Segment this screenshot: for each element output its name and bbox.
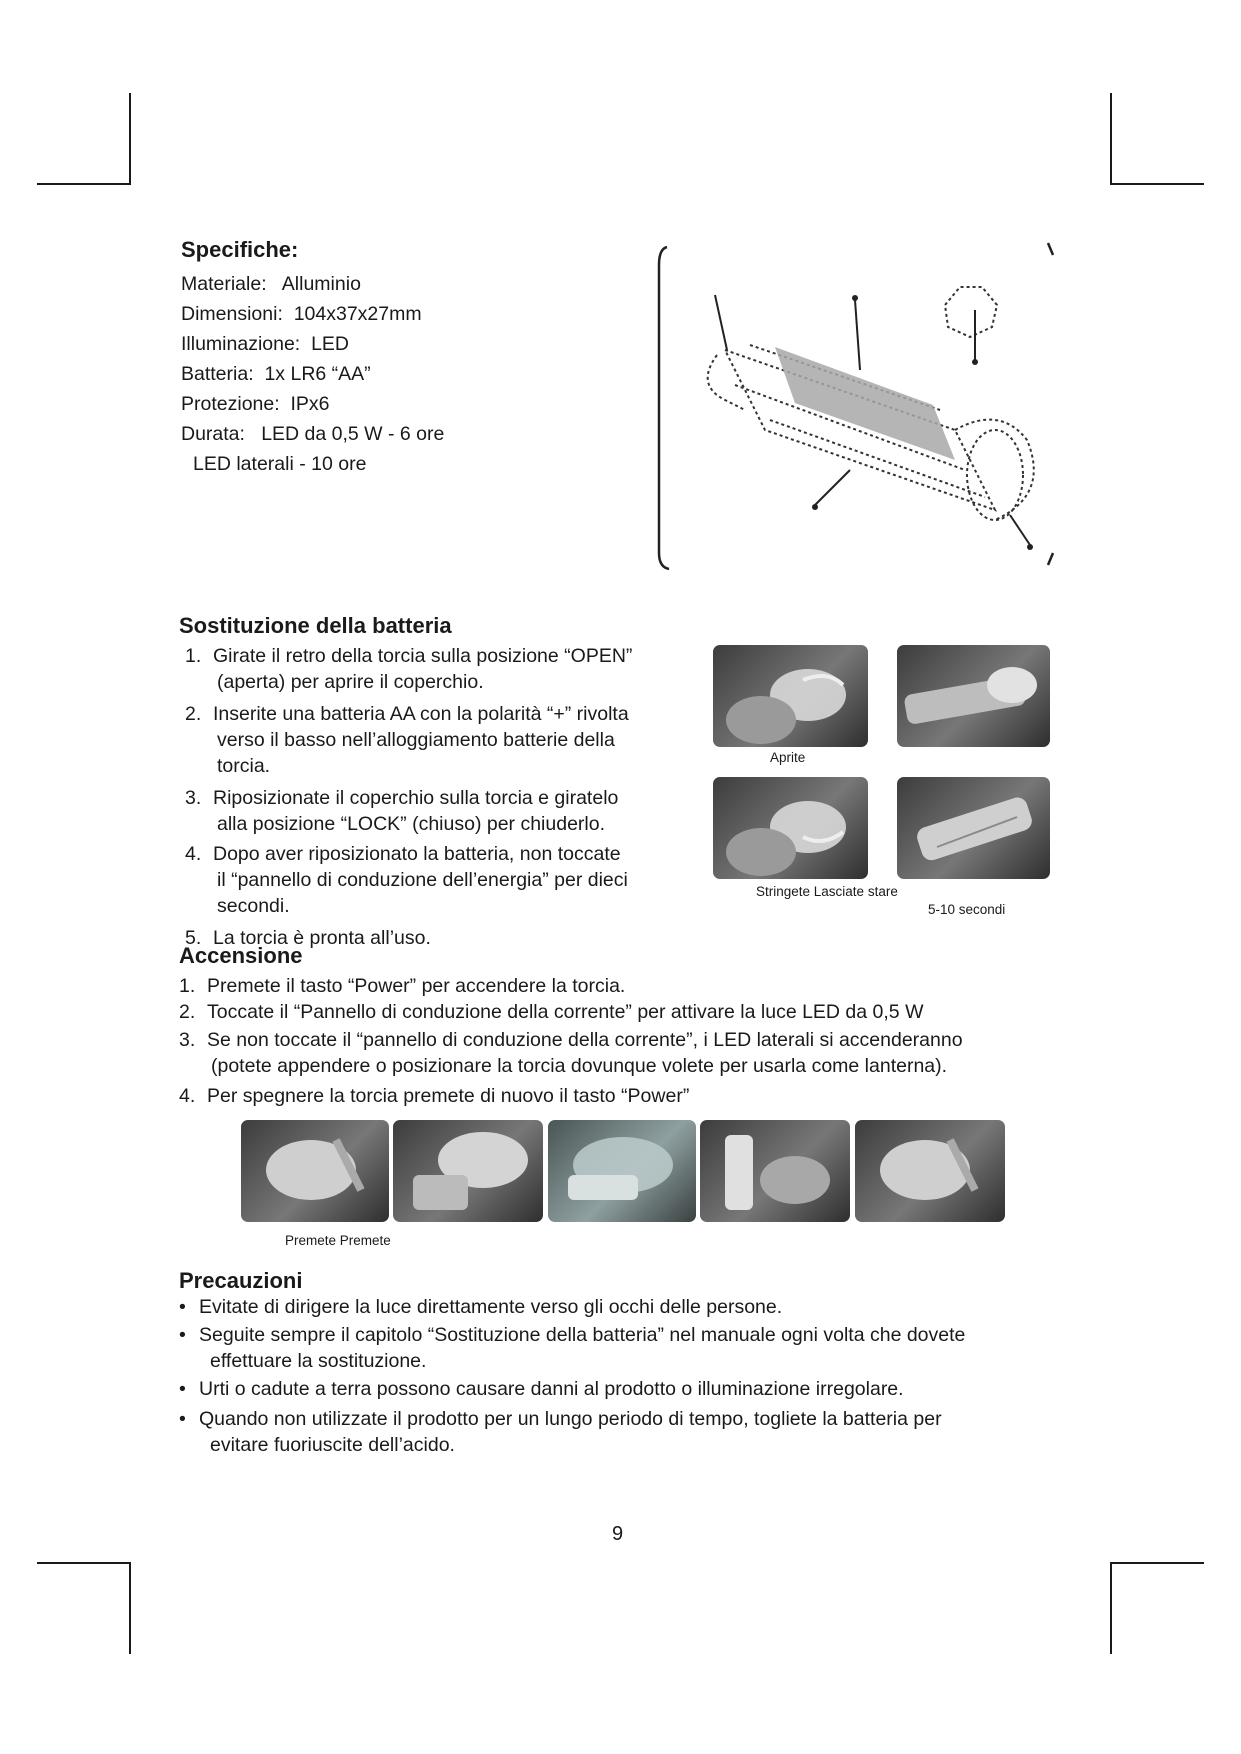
step-text: il “pannello di conduzione dell’energia” per dieci: [217, 869, 628, 891]
step-text: Girate il retro della torcia sulla posizione “OPEN”: [213, 645, 633, 667]
precaution-text: Evitate di dirigere la luce direttamente verso gli occhi delle persone.: [199, 1296, 783, 1318]
crop-mark-top-left-v: [129, 93, 131, 185]
step-number: 4.: [179, 1085, 196, 1107]
precaution-text: Seguite sempre il capitolo “Sostituzione della batteria” nel manuale ogni volta che dovete: [199, 1324, 966, 1346]
power-step: [179, 1027, 1079, 1079]
caption-stringete: Stringete Lasciate stare: [756, 884, 898, 899]
battery-step: [179, 841, 699, 919]
specs-heading: Specifiche:: [181, 237, 299, 262]
step-text: Per spegnere la torcia premete di nuovo il tasto “Power”: [207, 1085, 690, 1107]
spec-line: Materiale: Alluminio: [181, 273, 361, 295]
photo-lantern: [700, 1120, 850, 1222]
step-number: 1.: [185, 645, 202, 667]
battery-step: [179, 643, 699, 695]
step-number: 5.: [185, 927, 202, 949]
crop-mark-top-right-v: [1110, 93, 1112, 185]
precaution-text: Quando non utilizzate il prodotto per un lungo periodo di tempo, togliete la batteria per: [199, 1408, 942, 1430]
photo-close-cap: [713, 777, 868, 879]
step-text: (aperta) per aprire il coperchio.: [217, 671, 484, 693]
precautions-section: [179, 1268, 1079, 1458]
precaution-item: [179, 1294, 1079, 1320]
step-number: 3.: [185, 787, 202, 809]
battery-section: [179, 613, 699, 951]
step-number: 3.: [179, 1029, 196, 1051]
step-number: 4.: [185, 843, 202, 865]
power-step: [179, 1083, 1079, 1109]
bullet: •: [179, 1378, 186, 1400]
step-text: secondi.: [217, 895, 290, 917]
power-step: [179, 973, 1079, 999]
flashlight-diagram: [655, 235, 1060, 575]
precaution-text: Urti o cadute a terra possono causare danni al prodotto o illuminazione irregolare.: [199, 1378, 904, 1400]
step-number: 1.: [179, 975, 196, 997]
photo-press-power-off: [855, 1120, 1005, 1222]
specs-section: [181, 237, 444, 479]
photo-insert-battery: [897, 645, 1050, 747]
precaution-item: [179, 1322, 1079, 1374]
crop-mark-bottom-right-h: [1110, 1562, 1204, 1564]
page-number: 9: [612, 1523, 624, 1545]
spec-line: Batteria: 1x LR6 “AA”: [181, 363, 371, 385]
caption-seconds: 5-10 secondi: [928, 902, 1006, 917]
crop-mark-top-left-h: [37, 183, 131, 185]
step-text: torcia.: [217, 755, 271, 777]
step-text: (potete appendere o posizionare la torcia dovunque volete per usarla come lanterna).: [211, 1055, 948, 1077]
spec-line: Illuminazione: LED: [181, 333, 349, 355]
spec-line: Protezione: IPx6: [181, 393, 330, 415]
crop-mark-bottom-right-v: [1110, 1562, 1112, 1654]
photo-wait: [897, 777, 1050, 879]
battery-heading: Sostituzione della batteria: [179, 613, 452, 638]
bullet: •: [179, 1408, 186, 1430]
step-text: Premete il tasto “Power” per accendere la torcia.: [207, 975, 626, 997]
step-number: 2.: [179, 1001, 196, 1023]
step-text: verso il basso nell’alloggiamento batterie della: [217, 729, 615, 751]
spec-line: Dimensioni: 104x37x27mm: [181, 303, 422, 325]
step-text: Toccate il “Pannello di conduzione della corrente” per attivare la luce LED da 0,5 W: [207, 1001, 924, 1023]
battery-step: [179, 785, 699, 837]
bullet: •: [179, 1324, 186, 1346]
bullet: •: [179, 1296, 186, 1318]
power-heading: Accensione: [179, 943, 303, 968]
precaution-item: [179, 1376, 1079, 1402]
photo-press-power-2: [393, 1120, 543, 1222]
power-step: [179, 999, 1079, 1025]
step-text: Riposizionate il coperchio sulla torcia e giratelo: [213, 787, 619, 809]
precaution-item: [179, 1406, 1079, 1458]
battery-step: [179, 701, 699, 779]
power-section: [179, 943, 1079, 1109]
precaution-text: effettuare la sostituzione.: [210, 1350, 427, 1372]
step-text: La torcia è pronta all’uso.: [213, 927, 431, 949]
step-text: alla posizione “LOCK” (chiuso) per chiuderlo.: [217, 813, 606, 835]
crop-mark-bottom-left-v: [129, 1562, 131, 1654]
photo-press-power-1: [241, 1120, 389, 1222]
crop-mark-bottom-left-h: [37, 1562, 131, 1564]
precaution-text: evitare fuoriuscite dell’acido.: [210, 1434, 455, 1456]
caption-premete: Premete Premete: [285, 1233, 391, 1248]
precautions-heading: Precauzioni: [179, 1268, 303, 1293]
caption-aprite: Aprite: [770, 750, 806, 765]
spec-line: Durata: LED da 0,5 W - 6 ore: [181, 423, 445, 445]
crop-mark-top-right-h: [1110, 183, 1204, 185]
spec-line: LED laterali - 10 ore: [193, 453, 367, 475]
photo-open-cap: [713, 645, 868, 747]
photo-touch-panel: [548, 1120, 696, 1222]
step-text: Se non toccate il “pannello di conduzione della corrente”, i LED laterali si accenderanno: [207, 1029, 963, 1051]
step-text: Inserite una batteria AA con la polarità “+” rivolta: [213, 703, 629, 725]
step-text: Dopo aver riposizionato la batteria, non toccate: [213, 843, 621, 865]
step-number: 2.: [185, 703, 202, 725]
